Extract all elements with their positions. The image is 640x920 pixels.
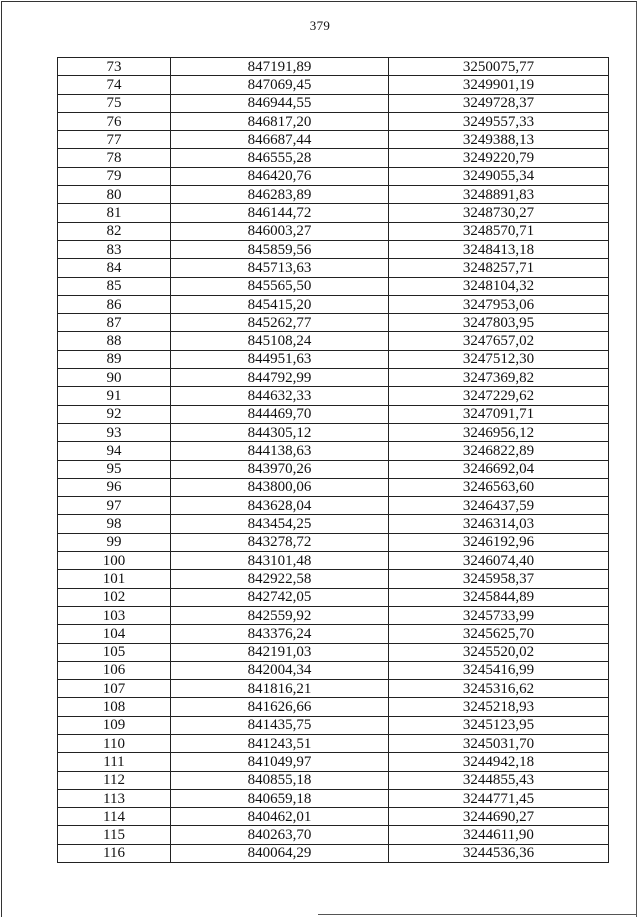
- table-row: [58, 58, 609, 76]
- table-row: [58, 789, 609, 807]
- table-row: [58, 277, 609, 295]
- table-row: [58, 259, 609, 277]
- point-number-cell: 106: [58, 661, 171, 679]
- table-row: [58, 369, 609, 387]
- point-number-cell: 92: [58, 405, 171, 423]
- table-row: [58, 497, 609, 515]
- y-coordinate-cell: 3246437,59: [389, 497, 609, 515]
- y-coordinate-cell: 3247803,95: [389, 314, 609, 332]
- x-coordinate-cell: 840659,18: [171, 789, 389, 807]
- y-coordinate-cell: 3245123,95: [389, 716, 609, 734]
- y-coordinate-cell: 3245218,93: [389, 698, 609, 716]
- point-number-cell: 96: [58, 478, 171, 496]
- table-row: [58, 314, 609, 332]
- x-coordinate-cell: 846687,44: [171, 131, 389, 149]
- table-row: [58, 332, 609, 350]
- x-coordinate-cell: 841626,66: [171, 698, 389, 716]
- table-row: [58, 149, 609, 167]
- table-row: [58, 94, 609, 112]
- x-coordinate-cell: 847069,45: [171, 76, 389, 94]
- y-coordinate-cell: 3244771,45: [389, 789, 609, 807]
- table-row: [58, 844, 609, 862]
- table-row: [58, 661, 609, 679]
- y-coordinate-cell: 3247657,02: [389, 332, 609, 350]
- x-coordinate-cell: 844305,12: [171, 423, 389, 441]
- y-coordinate-cell: 3244942,18: [389, 753, 609, 771]
- point-number-cell: 83: [58, 240, 171, 258]
- y-coordinate-cell: 3245316,62: [389, 680, 609, 698]
- x-coordinate-cell: 845262,77: [171, 314, 389, 332]
- x-coordinate-cell: 845565,50: [171, 277, 389, 295]
- x-coordinate-cell: 846944,55: [171, 94, 389, 112]
- x-coordinate-cell: 846420,76: [171, 167, 389, 185]
- y-coordinate-cell: 3248570,71: [389, 222, 609, 240]
- table-row: [58, 76, 609, 94]
- x-coordinate-cell: 841435,75: [171, 716, 389, 734]
- table-row: [58, 204, 609, 222]
- point-number-cell: 111: [58, 753, 171, 771]
- table-row: [58, 734, 609, 752]
- table-row: [58, 753, 609, 771]
- y-coordinate-cell: 3246822,89: [389, 442, 609, 460]
- x-coordinate-cell: 842559,92: [171, 606, 389, 624]
- y-coordinate-cell: 3248257,71: [389, 259, 609, 277]
- x-coordinate-cell: 843454,25: [171, 515, 389, 533]
- table-row: [58, 131, 609, 149]
- x-coordinate-cell: 845859,56: [171, 240, 389, 258]
- point-number-cell: 80: [58, 186, 171, 204]
- y-coordinate-cell: 3249220,79: [389, 149, 609, 167]
- point-number-cell: 116: [58, 844, 171, 862]
- point-number-cell: 88: [58, 332, 171, 350]
- y-coordinate-cell: 3249388,13: [389, 131, 609, 149]
- table-row: [58, 808, 609, 826]
- table-row: [58, 552, 609, 570]
- table-row: [58, 588, 609, 606]
- point-number-cell: 113: [58, 789, 171, 807]
- y-coordinate-cell: 3249055,34: [389, 167, 609, 185]
- table-row: [58, 643, 609, 661]
- y-coordinate-cell: 3246956,12: [389, 423, 609, 441]
- table-row: [58, 680, 609, 698]
- y-coordinate-cell: 3249901,19: [389, 76, 609, 94]
- x-coordinate-cell: 844951,63: [171, 350, 389, 368]
- y-coordinate-cell: 3249728,37: [389, 94, 609, 112]
- point-number-cell: 105: [58, 643, 171, 661]
- point-number-cell: 114: [58, 808, 171, 826]
- point-number-cell: 79: [58, 167, 171, 185]
- x-coordinate-cell: 841049,97: [171, 753, 389, 771]
- point-number-cell: 81: [58, 204, 171, 222]
- point-number-cell: 87: [58, 314, 171, 332]
- table-row: [58, 112, 609, 130]
- table-row: [58, 295, 609, 313]
- x-coordinate-cell: 846144,72: [171, 204, 389, 222]
- x-coordinate-cell: 845713,63: [171, 259, 389, 277]
- point-number-cell: 82: [58, 222, 171, 240]
- table-row: [58, 350, 609, 368]
- x-coordinate-cell: 841243,51: [171, 734, 389, 752]
- point-number-cell: 98: [58, 515, 171, 533]
- point-number-cell: 74: [58, 76, 171, 94]
- table-row: [58, 240, 609, 258]
- y-coordinate-cell: 3247953,06: [389, 295, 609, 313]
- x-coordinate-cell: 842004,34: [171, 661, 389, 679]
- y-coordinate-cell: 3248891,83: [389, 186, 609, 204]
- table-row: [58, 405, 609, 423]
- table-row: [58, 478, 609, 496]
- point-number-cell: 108: [58, 698, 171, 716]
- x-coordinate-cell: 843278,72: [171, 533, 389, 551]
- y-coordinate-cell: 3247512,30: [389, 350, 609, 368]
- x-coordinate-cell: 847191,89: [171, 58, 389, 76]
- point-number-cell: 97: [58, 497, 171, 515]
- y-coordinate-cell: 3246692,04: [389, 460, 609, 478]
- point-number-cell: 110: [58, 734, 171, 752]
- x-coordinate-cell: 842922,58: [171, 570, 389, 588]
- x-coordinate-cell: 845415,20: [171, 295, 389, 313]
- point-number-cell: 77: [58, 131, 171, 149]
- point-number-cell: 75: [58, 94, 171, 112]
- y-coordinate-cell: 3247229,62: [389, 387, 609, 405]
- x-coordinate-cell: 840263,70: [171, 826, 389, 844]
- point-number-cell: 90: [58, 369, 171, 387]
- x-coordinate-cell: 843101,48: [171, 552, 389, 570]
- y-coordinate-cell: 3245416,99: [389, 661, 609, 679]
- y-coordinate-cell: 3245625,70: [389, 625, 609, 643]
- y-coordinate-cell: 3244690,27: [389, 808, 609, 826]
- point-number-cell: 104: [58, 625, 171, 643]
- table-row: [58, 423, 609, 441]
- table-row: [58, 515, 609, 533]
- y-coordinate-cell: 3248413,18: [389, 240, 609, 258]
- point-number-cell: 95: [58, 460, 171, 478]
- table-row: [58, 698, 609, 716]
- y-coordinate-cell: 3247091,71: [389, 405, 609, 423]
- point-number-cell: 100: [58, 552, 171, 570]
- table-row: [58, 460, 609, 478]
- y-coordinate-cell: 3245520,02: [389, 643, 609, 661]
- table-row: [58, 222, 609, 240]
- table-row: [58, 771, 609, 789]
- y-coordinate-cell: 3244855,43: [389, 771, 609, 789]
- x-coordinate-cell: 846555,28: [171, 149, 389, 167]
- point-number-cell: 115: [58, 826, 171, 844]
- y-coordinate-cell: 3246192,96: [389, 533, 609, 551]
- x-coordinate-cell: 843628,04: [171, 497, 389, 515]
- table-row: [58, 606, 609, 624]
- table-row: [58, 442, 609, 460]
- coordinates-table: [57, 57, 609, 863]
- x-coordinate-cell: 845108,24: [171, 332, 389, 350]
- x-coordinate-cell: 846817,20: [171, 112, 389, 130]
- point-number-cell: 103: [58, 606, 171, 624]
- x-coordinate-cell: 843970,26: [171, 460, 389, 478]
- table-row: [58, 387, 609, 405]
- x-coordinate-cell: 843376,24: [171, 625, 389, 643]
- point-number-cell: 89: [58, 350, 171, 368]
- x-coordinate-cell: 842191,03: [171, 643, 389, 661]
- table-row: [58, 167, 609, 185]
- x-coordinate-cell: 846283,89: [171, 186, 389, 204]
- y-coordinate-cell: 3248104,32: [389, 277, 609, 295]
- y-coordinate-cell: 3245844,89: [389, 588, 609, 606]
- page-number: 379: [309, 18, 331, 33]
- point-number-cell: 112: [58, 771, 171, 789]
- point-number-cell: 107: [58, 680, 171, 698]
- y-coordinate-cell: 3245733,99: [389, 606, 609, 624]
- x-coordinate-cell: 843800,06: [171, 478, 389, 496]
- y-coordinate-cell: 3248730,27: [389, 204, 609, 222]
- table-row: [58, 533, 609, 551]
- point-number-cell: 76: [58, 112, 171, 130]
- point-number-cell: 109: [58, 716, 171, 734]
- point-number-cell: 86: [58, 295, 171, 313]
- y-coordinate-cell: 3245958,37: [389, 570, 609, 588]
- table-row: [58, 570, 609, 588]
- table-row: [58, 826, 609, 844]
- point-number-cell: 78: [58, 149, 171, 167]
- x-coordinate-cell: 844138,63: [171, 442, 389, 460]
- x-coordinate-cell: 841816,21: [171, 680, 389, 698]
- point-number-cell: 99: [58, 533, 171, 551]
- point-number-cell: 91: [58, 387, 171, 405]
- table-row: [58, 186, 609, 204]
- y-coordinate-cell: 3244536,36: [389, 844, 609, 862]
- coordinates-table-body: [58, 58, 609, 863]
- y-coordinate-cell: 3245031,70: [389, 734, 609, 752]
- table-row: [58, 716, 609, 734]
- table-row: [58, 625, 609, 643]
- point-number-cell: 73: [58, 58, 171, 76]
- x-coordinate-cell: 846003,27: [171, 222, 389, 240]
- point-number-cell: 102: [58, 588, 171, 606]
- x-coordinate-cell: 844792,99: [171, 369, 389, 387]
- x-coordinate-cell: 844469,70: [171, 405, 389, 423]
- y-coordinate-cell: 3250075,77: [389, 58, 609, 76]
- x-coordinate-cell: 842742,05: [171, 588, 389, 606]
- point-number-cell: 84: [58, 259, 171, 277]
- x-coordinate-cell: 840462,01: [171, 808, 389, 826]
- page-bottom-rule: [318, 914, 636, 915]
- y-coordinate-cell: 3246074,40: [389, 552, 609, 570]
- point-number-cell: 94: [58, 442, 171, 460]
- point-number-cell: 93: [58, 423, 171, 441]
- x-coordinate-cell: 844632,33: [171, 387, 389, 405]
- x-coordinate-cell: 840855,18: [171, 771, 389, 789]
- point-number-cell: 101: [58, 570, 171, 588]
- y-coordinate-cell: 3244611,90: [389, 826, 609, 844]
- y-coordinate-cell: 3246563,60: [389, 478, 609, 496]
- x-coordinate-cell: 840064,29: [171, 844, 389, 862]
- y-coordinate-cell: 3247369,82: [389, 369, 609, 387]
- y-coordinate-cell: 3249557,33: [389, 112, 609, 130]
- point-number-cell: 85: [58, 277, 171, 295]
- y-coordinate-cell: 3246314,03: [389, 515, 609, 533]
